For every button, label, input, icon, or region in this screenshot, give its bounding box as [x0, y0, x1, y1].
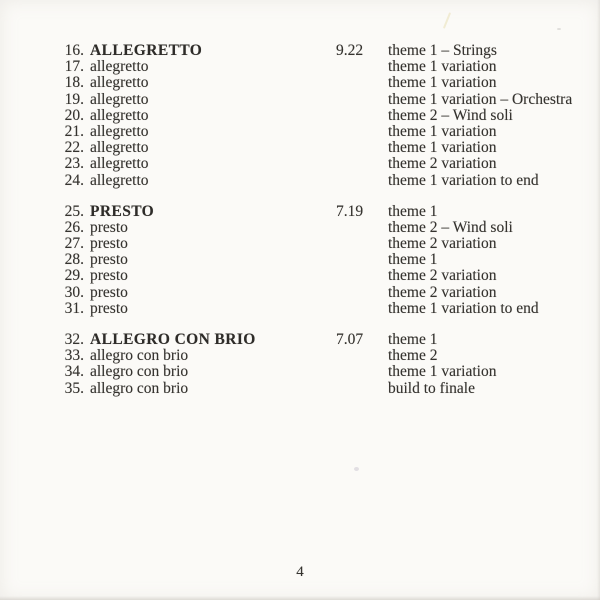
theme-description: theme 2 variation — [388, 155, 497, 173]
track-row — [0, 332, 600, 348]
theme-description: theme 1 variation – Orchestra — [388, 90, 573, 108]
theme-description: build to finale — [388, 379, 475, 397]
theme-description: theme 2 – Wind soli — [388, 106, 513, 124]
track-title: allegretto — [90, 90, 149, 108]
theme-description: theme 1 variation — [388, 139, 497, 157]
track-title: allegretto — [90, 106, 149, 124]
theme-description: theme 2 — [388, 347, 438, 365]
track-number: 28. — [64, 251, 84, 269]
track-title: presto — [90, 218, 128, 236]
track-number: 30. — [64, 283, 84, 301]
track-row — [0, 381, 600, 397]
theme-description: theme 1 variation to end — [388, 171, 539, 189]
track-number: 31. — [64, 299, 84, 317]
track-number: 32. — [64, 331, 84, 348]
track-row — [0, 348, 600, 364]
scan-scratch-artifact — [443, 12, 451, 29]
theme-description: theme 1 – Strings — [388, 42, 497, 59]
track-title: presto — [90, 267, 128, 285]
track-title: allegretto — [90, 74, 149, 92]
section-duration: 7.07 — [336, 331, 364, 348]
track-section — [0, 332, 600, 397]
page-edge-shadow — [0, 596, 600, 600]
theme-description: theme 1 — [388, 251, 438, 269]
track-number: 23. — [64, 155, 84, 173]
track-row — [0, 75, 600, 91]
theme-description: theme 1 variation — [388, 74, 497, 92]
theme-description: theme 2 – Wind soli — [388, 218, 513, 236]
track-row — [0, 124, 600, 140]
theme-description: theme 2 variation — [388, 235, 497, 253]
track-number: 33. — [64, 347, 84, 365]
track-title: allegro con brio — [90, 379, 189, 397]
track-title: presto — [90, 251, 128, 269]
track-number: 20. — [64, 106, 84, 124]
track-title: presto — [90, 299, 128, 317]
track-row — [0, 301, 600, 317]
section-duration: 7.19 — [336, 202, 364, 220]
track-number: 29. — [64, 267, 84, 285]
track-title: allegretto — [90, 155, 149, 173]
track-section — [0, 43, 600, 189]
track-number: 34. — [64, 363, 84, 381]
theme-description: theme 2 variation — [388, 283, 497, 301]
track-number: 18. — [64, 74, 84, 92]
track-number: 24. — [64, 171, 84, 189]
track-title: allegretto — [90, 58, 149, 76]
track-list — [0, 43, 600, 397]
track-row — [0, 236, 600, 252]
track-number: 21. — [64, 122, 84, 140]
track-title: allegretto — [90, 122, 149, 140]
track-number: 16. — [64, 42, 84, 59]
track-row — [0, 108, 600, 124]
theme-description: theme 1 variation — [388, 363, 497, 381]
track-row — [0, 92, 600, 108]
theme-description: theme 1 — [388, 202, 438, 220]
track-number: 17. — [64, 58, 84, 76]
track-number: 26. — [64, 218, 84, 236]
track-title: PRESTO — [90, 202, 155, 220]
track-row — [0, 252, 600, 268]
track-row — [0, 204, 600, 220]
track-number: 19. — [64, 90, 84, 108]
page-number: 4 — [296, 564, 304, 580]
section-duration: 9.22 — [336, 42, 364, 59]
track-title: ALLEGRETTO — [90, 42, 203, 59]
track-number: 25. — [64, 202, 84, 220]
track-row — [0, 268, 600, 284]
theme-description: theme 1 variation — [388, 122, 497, 140]
track-title: presto — [90, 235, 128, 253]
theme-description: theme 1 — [388, 331, 438, 348]
track-title: allegro con brio — [90, 363, 189, 381]
scan-speck-artifact — [557, 28, 561, 30]
theme-description: theme 1 variation to end — [388, 299, 539, 317]
theme-description: theme 2 variation — [388, 267, 497, 285]
track-row — [0, 220, 600, 236]
track-title: allegretto — [90, 139, 149, 157]
track-row — [0, 156, 600, 172]
track-section — [0, 204, 600, 317]
track-row — [0, 140, 600, 156]
track-number: 35. — [64, 379, 84, 397]
track-title: presto — [90, 283, 128, 301]
track-row — [0, 364, 600, 380]
track-number: 22. — [64, 139, 84, 157]
track-title: allegro con brio — [90, 347, 189, 365]
scan-speck-artifact — [354, 467, 359, 471]
track-number: 27. — [64, 235, 84, 253]
track-row — [0, 59, 600, 75]
track-title: allegretto — [90, 171, 149, 189]
track-row — [0, 173, 600, 189]
track-title: ALLEGRO CON BRIO — [90, 331, 256, 348]
theme-description: theme 1 variation — [388, 58, 497, 76]
track-row — [0, 43, 600, 59]
track-row — [0, 285, 600, 301]
